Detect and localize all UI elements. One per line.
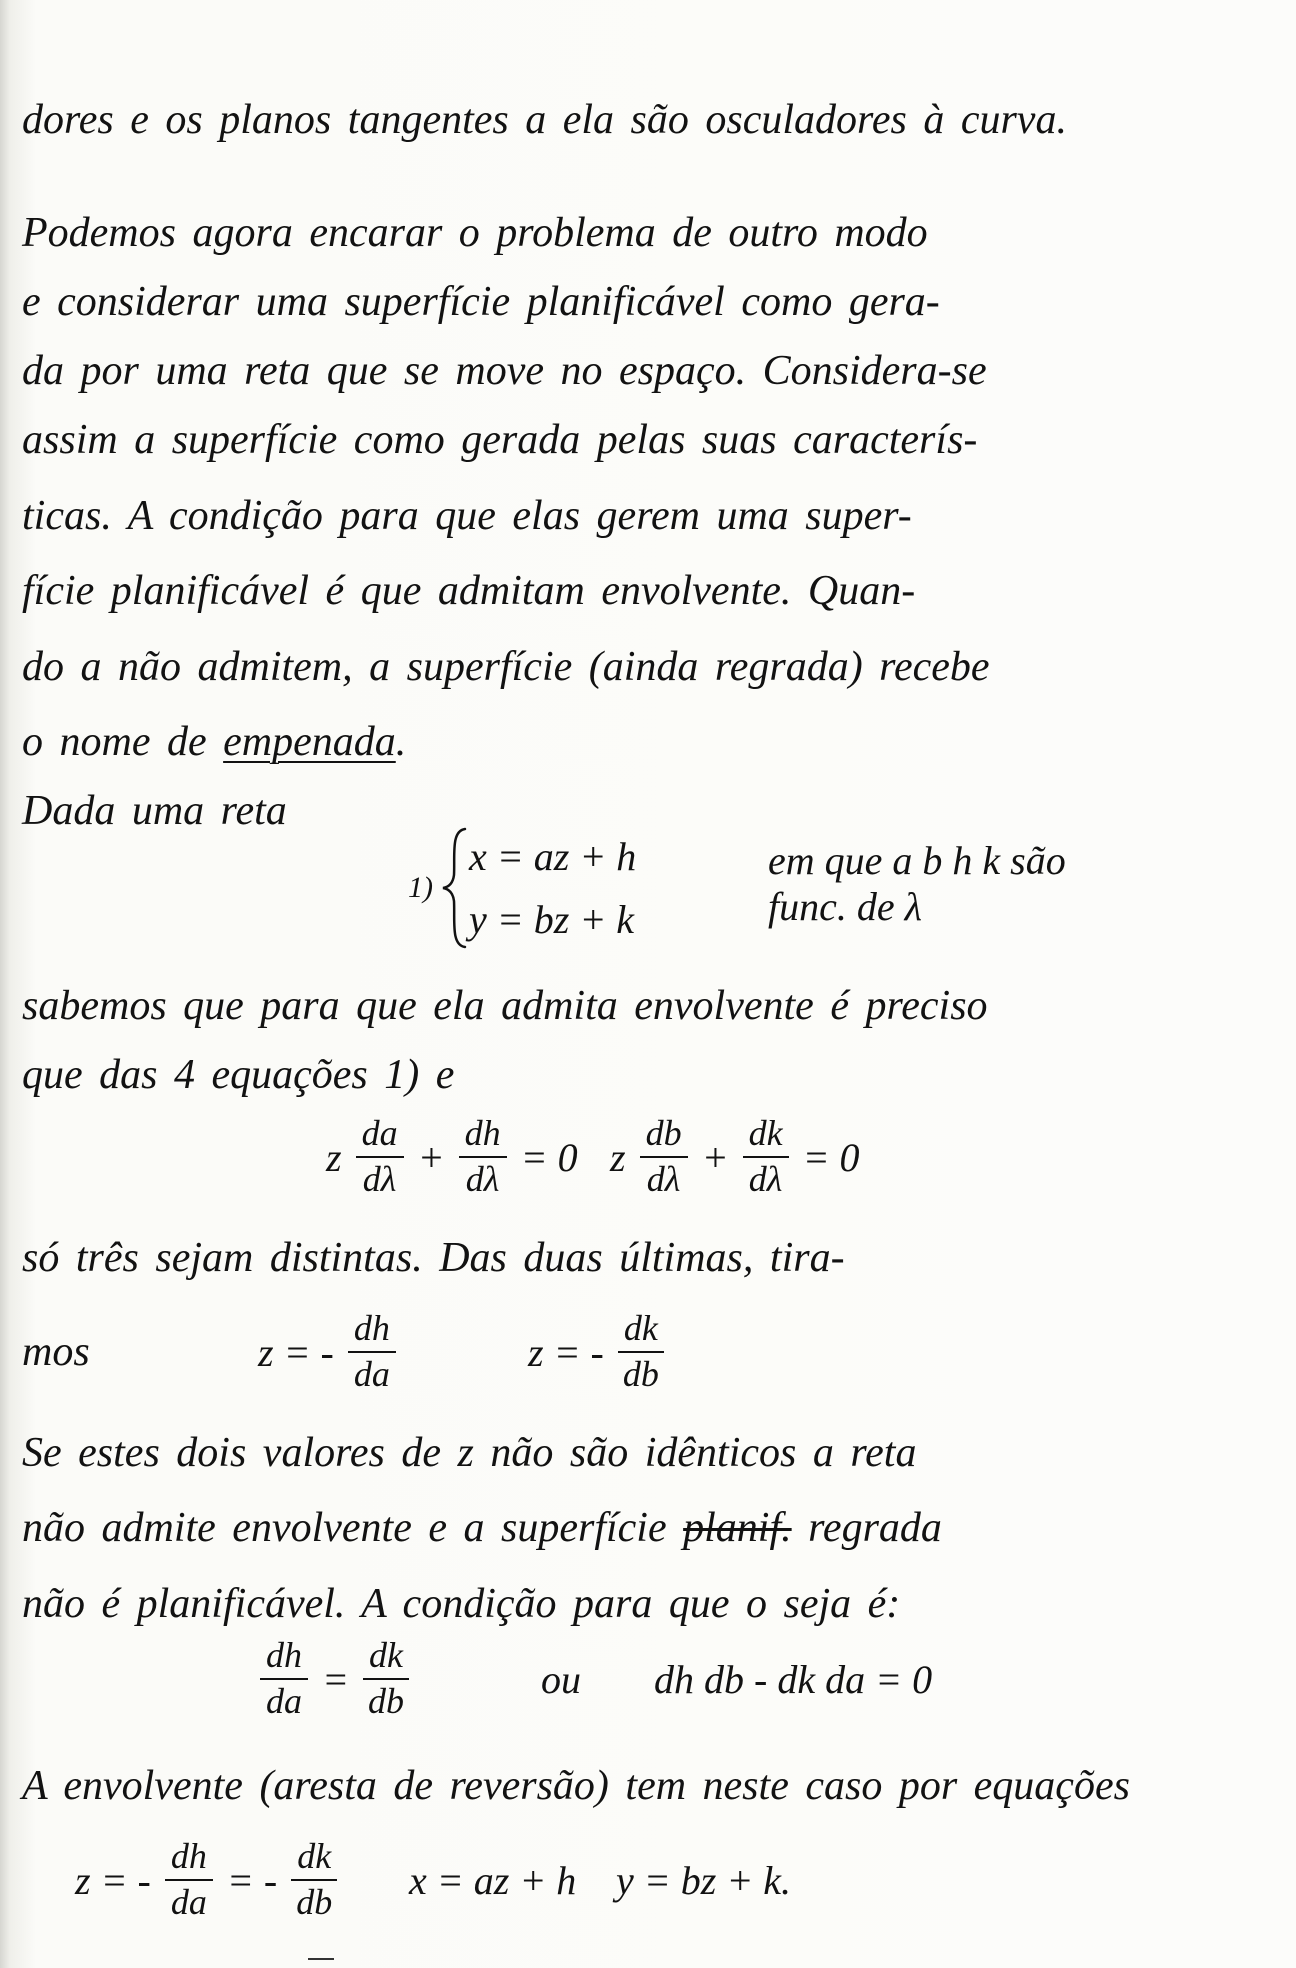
equation-system-1 (408, 824, 636, 952)
numerator: dk (291, 1838, 337, 1881)
fraction (363, 1637, 409, 1721)
fraction (260, 1637, 308, 1721)
equation-rows (469, 825, 636, 951)
text-line: fície planificável é que admitam envolvente. Quan- (22, 568, 916, 614)
coefficient: z (610, 1134, 626, 1180)
fraction (356, 1115, 404, 1199)
text-line: Dada uma reta (22, 788, 287, 834)
brace-icon (439, 825, 469, 951)
denominator: db (296, 1882, 333, 1922)
left-hand-side: z = - (528, 1329, 604, 1375)
derivative-equation-left (320, 1112, 584, 1202)
denominator: da (170, 1882, 207, 1922)
z-equation-first (252, 1307, 404, 1397)
text-line: do a não admitem, a superfície (ainda regrada) recebe (22, 644, 990, 690)
denominator: dλ (646, 1159, 681, 1199)
fraction (348, 1310, 396, 1394)
numerator: db (640, 1115, 688, 1158)
numerator: dh (459, 1115, 507, 1158)
denominator: db (367, 1681, 404, 1721)
struck-word: planif. (683, 1505, 792, 1551)
numerator: dk (743, 1115, 789, 1158)
side-note (768, 838, 1066, 930)
fraction (640, 1115, 688, 1199)
equation-label: 1) (408, 871, 433, 904)
text-line: da por uma reta que se move no espaço. Considera-se (22, 348, 987, 394)
numerator: dk (618, 1310, 664, 1353)
text-line: só três sejam distintas. Das duas últimas, tira- (22, 1235, 845, 1281)
text-line: dores e os planos tangentes a ela são osculadores à curva. (22, 97, 1067, 143)
condition-equation (252, 1634, 417, 1724)
fraction (743, 1115, 789, 1199)
text-line: Se estes dois valores de z não são idênticos a reta (22, 1430, 917, 1476)
denominator: da (353, 1354, 390, 1394)
text-line: sabemos que para que ela admita envolvente é preciso (22, 983, 988, 1029)
text-fragment: regrada (791, 1505, 942, 1551)
envelope-x-equation: x = az + h (409, 1857, 577, 1903)
text-fragment: não admite envolvente e a superfície (22, 1505, 684, 1551)
equals-sign: = (322, 1656, 349, 1702)
right-hand-side: = 0 (802, 1134, 860, 1180)
numerator: dh (260, 1637, 308, 1680)
text-fragment: . (395, 719, 407, 765)
stray-mark (308, 1958, 334, 1960)
text-line: e considerar uma superfície planificável como gera- (22, 279, 940, 325)
denominator: dλ (748, 1159, 783, 1199)
denominator: dλ (362, 1159, 397, 1199)
text-fragment: o nome de (22, 719, 224, 765)
equation-row: x = az + h (469, 834, 637, 879)
note-line: em que a b h k são (768, 838, 1066, 883)
numerator: dk (363, 1637, 409, 1680)
fraction (291, 1838, 337, 1922)
text-line: não é planificável. A condição para que o seja é: (22, 1581, 901, 1627)
left-hand-side: z = - (75, 1857, 151, 1903)
text-line (22, 1504, 942, 1552)
note-line: func. de λ (768, 884, 922, 929)
envelope-y-equation: y = bz + k. (616, 1857, 792, 1903)
underlined-term: empenada (223, 719, 396, 765)
z-equation-second (522, 1307, 672, 1397)
fraction (459, 1115, 507, 1199)
operator: = - (226, 1857, 278, 1903)
text-line: ticas. A condição para que elas gerem uma super- (22, 493, 912, 539)
text-line (22, 718, 406, 766)
text-line: assim a superfície como gerada pelas suas caracterís- (22, 417, 978, 463)
operator: + (417, 1134, 445, 1180)
text-line: mos (22, 1329, 90, 1375)
numerator: dh (165, 1838, 213, 1881)
or-word: ou (541, 1656, 581, 1702)
envelope-z-equation (69, 1835, 345, 1925)
condition-alternative: dh db - dk da = 0 (654, 1656, 933, 1702)
left-hand-side: z = - (258, 1329, 334, 1375)
text-line: que das 4 equações 1) e (22, 1052, 455, 1098)
text-line: Podemos agora encarar o problema de outro modo (22, 210, 928, 256)
text-line: A envolvente (aresta de reversão) tem neste caso por equações (22, 1763, 1130, 1809)
denominator: da (266, 1681, 302, 1721)
numerator: da (356, 1115, 404, 1158)
denominator: dλ (465, 1159, 500, 1199)
fraction (618, 1310, 664, 1394)
operator: + (701, 1134, 729, 1180)
right-hand-side: = 0 (520, 1134, 578, 1180)
denominator: db (622, 1354, 659, 1394)
derivative-equation-right (604, 1112, 866, 1202)
equation-row: y = bz + k (469, 897, 635, 942)
coefficient: z (326, 1134, 342, 1180)
fraction (165, 1838, 213, 1922)
numerator: dh (348, 1310, 396, 1353)
